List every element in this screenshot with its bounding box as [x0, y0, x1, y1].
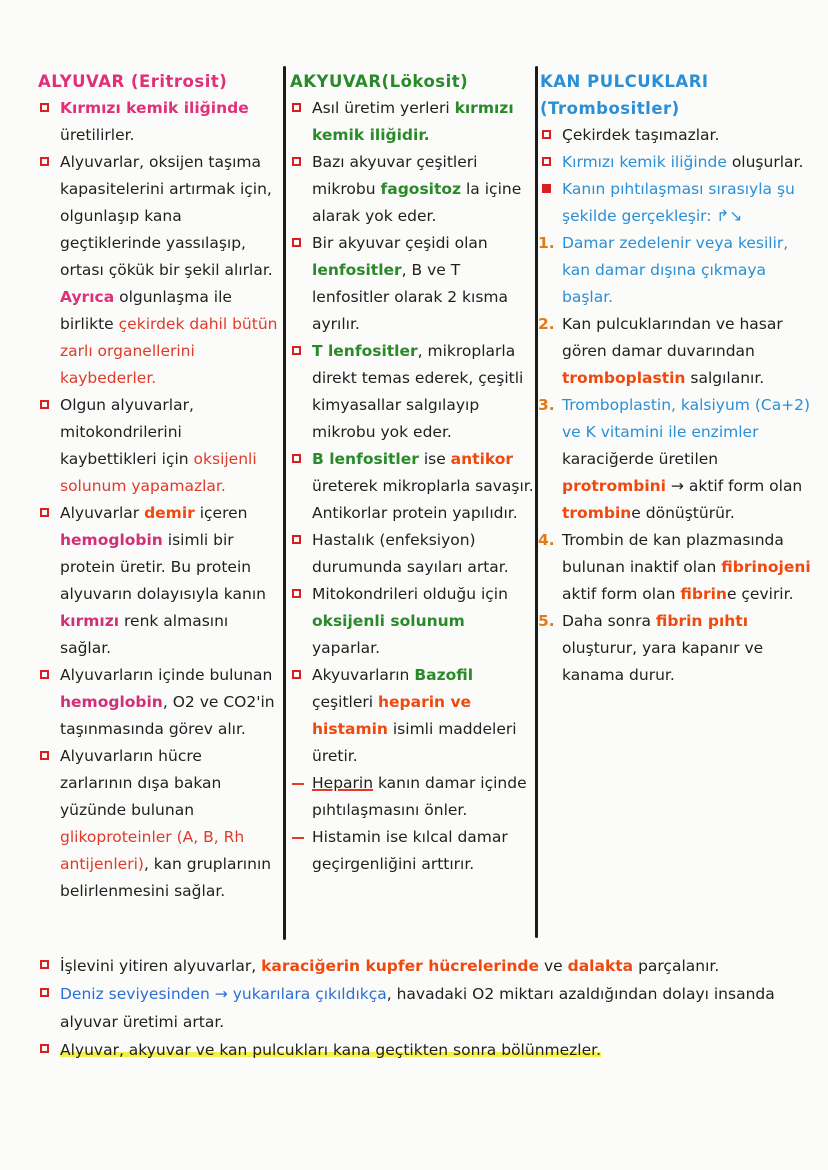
list-item — [38, 1036, 818, 1064]
list-item: B lenfositler ise antikor üreterek mikroplarla savaşır. Antikorlar protein yapılıdır. — [290, 446, 534, 527]
column-divider-1 — [283, 66, 286, 940]
list-item: Kırmızı kemik iliğinde üretilirler. — [38, 95, 278, 149]
checkbox-bullet-icon — [40, 960, 49, 969]
checkbox-bullet-icon — [292, 238, 301, 247]
checkbox-bullet-icon — [292, 346, 301, 355]
list-item: İşlevini yitiren alyuvarlar, karaciğerin kupfer hücrelerinde ve dalakta parçalanır. — [38, 952, 818, 980]
leukocyte-column — [290, 68, 534, 878]
dash-item: Histamin ise kılcal damar geçirgenliğini arttırır. — [290, 824, 534, 878]
list-item: Bazı akyuvar çeşitleri mikrobu fagositoz la içine alarak yok eder. — [290, 149, 534, 230]
checkbox-bullet-icon — [40, 508, 49, 517]
list-item: Mitokondrileri olduğu için oksijenli solunum yaparlar. — [290, 581, 534, 662]
thrombocyte-title: KAN PULCUKLARI (Trombositler) — [540, 72, 709, 118]
dash-item: Heparin kanın damar içinde pıhtılaşmasını önler. — [290, 770, 534, 824]
checkbox-bullet-icon — [292, 454, 301, 463]
list-item: Kanın pıhtılaşması sırasıyla şu şekilde gerçekleşir: ↱↘ — [540, 176, 820, 230]
checkbox-bullet-icon — [292, 589, 301, 598]
list-item: T lenfositler, mikroplarla direkt temas ederek, çeşitli kimyasallar salgılayıp mikrobu yok eder. — [290, 338, 534, 446]
checkbox-bullet-icon — [542, 130, 551, 139]
list-item: Çekirdek taşımazlar. — [540, 122, 820, 149]
step-item: 2. Kan pulcuklarından ve hasar gören damar duvarından tromboplastin salgılanır. — [538, 315, 783, 387]
list-item: Olgun alyuvarlar, mitokondrilerini kaybettikleri için oksijenli solunum yapamazlar. — [38, 392, 278, 500]
bottom-notes — [38, 952, 818, 1064]
checkbox-bullet-icon — [292, 157, 301, 166]
leukocyte-title: AKYUVAR(Lökosit) — [290, 72, 469, 91]
step-item: 3. Tromboplastin, kalsiyum (Ca+2) ve K vitamini ile enzimler karaciğerde üretilen protrombini → aktif form olan trombine dönüştürür. — [538, 396, 811, 522]
erythrocyte-title: ALYUVAR (Eritrosit) — [38, 72, 228, 91]
step-item: 4. Trombin de kan plazmasında bulunan inaktif olan fibrinojeni aktif form olan fibrine çevirir. — [538, 531, 811, 603]
list-item: Hastalık (enfeksiyon) durumunda sayıları artar. — [290, 527, 534, 581]
column-divider-2 — [535, 66, 538, 938]
erythrocyte-column — [38, 68, 278, 905]
list-item: Asıl üretim yerleri kırmızı kemik iliğidir. — [290, 95, 534, 149]
list-item: Deniz seviyesinden → yukarılara çıkıldıkça, havadaki O2 miktarı azaldığından dolayı insanda alyuvar üretimi artar. — [38, 980, 818, 1036]
list-item: Kırmızı kemik iliğinde oluşurlar. — [540, 149, 820, 176]
list-item: Akyuvarların Bazofil çeşitleri heparin ve histamin isimli maddeleri üretir. — [290, 662, 534, 770]
checkbox-bullet-icon — [292, 103, 301, 112]
list-item: Bir akyuvar çeşidi olan lenfositler, B ve T lenfositler olarak 2 kısma ayrılır. — [290, 230, 534, 338]
list-item: Alyuvarların içinde bulunan hemoglobin, O2 ve CO2'in taşınmasında görev alır. — [38, 662, 278, 743]
step-item: 1. Damar zedelenir veya kesilir, kan damar dışına çıkmaya başlar. — [538, 234, 789, 306]
thrombocyte-column — [540, 68, 820, 689]
checkbox-bullet-icon — [40, 400, 49, 409]
checkbox-bullet-icon — [40, 157, 49, 166]
checkbox-bullet-icon — [542, 157, 551, 166]
dash-bullet-icon — [292, 783, 304, 785]
checkbox-bullet-icon — [292, 535, 301, 544]
checkbox-bullet-icon — [40, 751, 49, 760]
checkbox-bullet-icon — [40, 988, 49, 997]
checkbox-bullet-icon — [40, 670, 49, 679]
filled-square-bullet-icon — [542, 184, 551, 193]
dash-bullet-icon — [292, 837, 304, 839]
list-item: Alyuvarlar, oksijen taşıma kapasitelerini artırmak için, olgunlaşıp kana geçtiklerinde yassılaşıp, ortası çökük bir şekil alırlar. Ayrıca olgunlaşma ile birlikte çekirdek dahil bütün zarlı organellerini kaybederler. — [38, 149, 278, 392]
checkbox-bullet-icon — [40, 103, 49, 112]
list-item: Alyuvarlar demir içeren hemoglobin isimli bir protein üretir. Bu protein alyuvarın dolayısıyla kanın kırmızı renk almasını sağlar. — [38, 500, 278, 662]
list-item: Alyuvarların hücre zarlarının dışa bakan yüzünde bulunan glikoproteinler (A, B, Rh antijenleri), kan gruplarının belirlenmesini sağlar. — [38, 743, 278, 905]
step-item: 5. Daha sonra fibrin pıhtı oluşturur, yara kapanır ve kanama durur. — [538, 612, 764, 684]
checkbox-bullet-icon — [40, 1044, 49, 1053]
highlighted-sentence: Alyuvar, akyuvar ve kan pulcukları kana geçtikten sonra bölünmezler. — [60, 1041, 602, 1059]
checkbox-bullet-icon — [292, 670, 301, 679]
